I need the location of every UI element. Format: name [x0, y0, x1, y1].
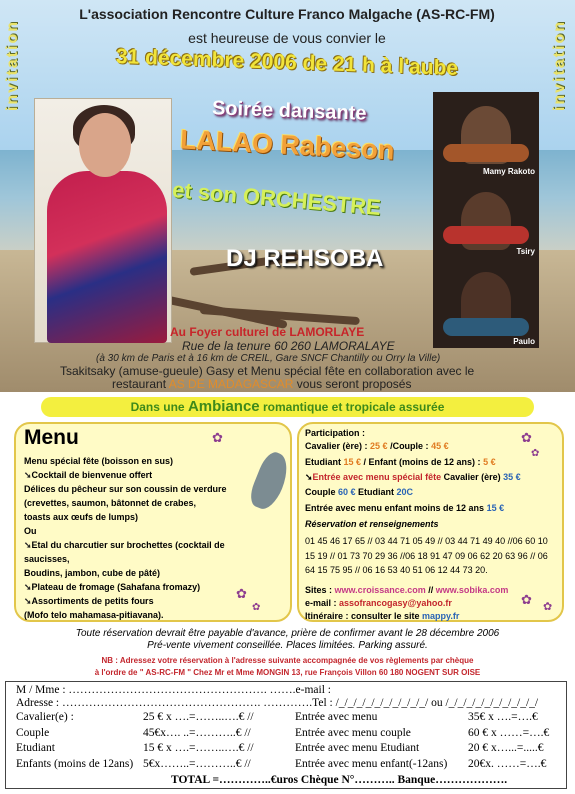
side-invitation-left: invitation: [4, 20, 21, 112]
side-invitation-right: invitation: [551, 20, 568, 112]
venue-name: Au Foyer culturel de LAMORLAYE: [170, 325, 365, 339]
musician-caption: Tsiry: [516, 247, 535, 256]
musician-photo: [433, 258, 539, 348]
form-row-label-menu: Entrée avec menu Etudiant: [295, 742, 420, 754]
price-line-3: ➘Entrée avec menu spécial fête Cavalier (ère) 35 €: [305, 472, 521, 482]
arrow-icon: ➘: [24, 582, 32, 592]
itinerary-line: Itinéraire : consulter le site mappy.fr: [305, 611, 460, 621]
musician-photo: [433, 92, 539, 178]
venue-address: Rue de la tenure 60 260 LAMORALAYE: [182, 339, 395, 353]
menu-item: ➘Etal du charcutier sur brochettes (cocktail de: [24, 540, 225, 550]
arrow-icon: ➘: [24, 596, 32, 606]
form-row-calc-menu[interactable]: 35€ x ….=….€: [468, 711, 538, 723]
nb-address: à l'ordre de " AS-RC-FM " Chez Mr et Mme MONGIN 13, rue François Villon 60 180 NOGENT SUR OISE: [94, 668, 481, 677]
menu-item: toasts aux œufs de lumps): [24, 512, 139, 522]
form-row-label-menu: Entrée avec menu enfant(-12ans): [295, 757, 448, 770]
menu-item: saucisses,: [24, 554, 70, 564]
form-row-calc-menu[interactable]: 20 € x…...=.....€: [468, 742, 544, 754]
singer-portrait: [34, 98, 172, 343]
musician-photo: [433, 178, 539, 258]
form-row-calc[interactable]: 45€x…. ..=………..€ //: [143, 726, 251, 739]
form-row-label: Etudiant: [16, 742, 55, 754]
menu-item: Ou: [24, 526, 37, 536]
venue-directions: (à 30 km de Paris et à 16 km de CREIL, Gare SNCF Chantilly ou Orry la Ville): [96, 353, 441, 364]
menu-item: (crevettes, saumon, bâtonnet de crabes,: [24, 498, 197, 508]
reservation-form: [5, 681, 567, 789]
dj-name: DJ REHSOBA: [226, 245, 384, 272]
flower-icon: ✿: [252, 602, 261, 613]
price-line-5: Entrée avec menu enfant moins de 12 ans 15 €: [305, 503, 505, 513]
flower-icon: ✿: [212, 430, 223, 445]
madagascar-map-icon: [246, 449, 294, 513]
arrow-icon: ➘: [24, 540, 32, 550]
arrow-icon: ➘: [24, 470, 32, 480]
form-row-calc[interactable]: 25 € x ….=……..….€ //: [143, 711, 254, 723]
email-line: e-mail : assofrancogasy@yahoo.fr: [305, 598, 452, 608]
flower-icon: ✿: [543, 601, 553, 613]
price-line-4: Couple 60 € Etudiant 20C: [305, 487, 414, 497]
participation-heading: Participation :: [305, 428, 366, 438]
form-row-label: Couple: [16, 726, 50, 739]
flower-icon: ✿: [521, 430, 532, 445]
menu-item: ➘Assortiments de petits fours: [24, 596, 154, 606]
reservation-heading: Réservation et renseignements: [305, 519, 439, 529]
form-row-calc[interactable]: 15 € x ….=……..….€ //: [143, 742, 254, 754]
invite-line: est heureuse de vous convier le: [188, 30, 386, 46]
form-row-calc[interactable]: 5€x……..=………..€ //: [143, 757, 251, 770]
form-row-label-menu: Entrée avec menu couple: [295, 726, 411, 739]
price-line-1: Cavalier (ère) : 25 € /Couple : 45 €: [305, 441, 449, 451]
invitation-poster: [0, 0, 575, 392]
menu-item: (Mofo telo mahamasa-pitiavana).: [24, 610, 164, 620]
event-date: 31 décembre 2006 de 21 h à l'aube: [115, 45, 459, 80]
menu-title: Menu: [24, 426, 79, 449]
flower-icon: ✿: [236, 586, 247, 601]
flower-icon: ✿: [531, 448, 540, 459]
form-row-calc-menu[interactable]: 60 € x ……=….€: [468, 726, 550, 739]
price-line-2: Etudiant 15 € / Enfant (moins de 12 ans) : 5 €: [305, 457, 496, 467]
itinerary-link[interactable]: mappy.fr: [422, 611, 460, 621]
restaurant-name: AS DE MADAGASCAR: [168, 377, 294, 391]
site-link[interactable]: www.croissance.com: [334, 585, 426, 595]
menu-item: Boudins, jambon, cube de pâté): [24, 568, 161, 578]
presale-note: Pré-vente vivement conseillée. Places limitées. Parking assuré.: [147, 640, 428, 651]
menu-item: ➘Plateau de fromage (Sahafana fromazy): [24, 582, 201, 592]
menu-item: Menu spécial fête (boisson en sus): [24, 456, 174, 466]
artist-name: LALAO Rabeson: [179, 124, 396, 166]
form-row-calc-menu[interactable]: 20€x. ……=….€: [468, 757, 547, 770]
form-row-label: Cavalier(e) :: [16, 711, 74, 723]
menu-box: [14, 422, 292, 622]
site-link[interactable]: www.sobika.com: [435, 585, 509, 595]
musician-caption: Paulo: [513, 337, 535, 346]
participation-box: [297, 422, 564, 622]
menu-announcement-2: restaurant AS DE MADAGASCAR vous seront proposés: [112, 377, 412, 391]
soiree-title: Soirée dansante: [211, 97, 367, 125]
orchestra-title: et son ORCHESTRE: [171, 176, 382, 221]
flower-icon: ✿: [521, 592, 532, 607]
form-address-tel-line[interactable]: Adresse : ……………………………………………. ………….Tel : /_/_/_/_/_/_/_/_/_/_/ ou /_/_/_/_/_/_/_/_/_/_/: [16, 697, 539, 709]
email-link[interactable]: assofrancogasy@yahoo.fr: [339, 598, 452, 608]
nb-note: NB : Adressez votre réservation à l'adresse suivante accompagnée de vos règlements par chèque: [101, 656, 474, 665]
form-row-label: Enfants (moins de 12ans): [16, 757, 134, 770]
menu-item: Délices du pêcheur sur son coussin de verdure: [24, 484, 227, 494]
menu-item: ➘Cocktail de bienvenue offert: [24, 470, 153, 480]
ambiance-banner: Dans une Ambiance romantique et tropicale assurée: [41, 397, 534, 417]
payment-note: Toute réservation devrait être payable d'avance, prière de confirmer avant le 28 décembre 2006: [75, 628, 500, 639]
musician-caption: Mamy Rakoto: [482, 167, 535, 176]
sites-line: Sites : www.croissance.com // www.sobika.com: [305, 585, 509, 595]
association-name: L'association Rencontre Culture Franco Malgache (AS-RC-FM): [79, 6, 495, 22]
form-row-label-menu: Entrée avec menu: [295, 711, 378, 723]
form-name-email-line[interactable]: M / Mme : ……………………………………………. …….e-mail :: [16, 684, 331, 696]
menu-announcement: Tsakitsaky (amuse-gueule) Gasy et Menu spécial fête en collaboration avec le: [60, 364, 475, 378]
phone-numbers: 01 45 46 17 65 // 03 44 71 05 49 // 03 44 71 49 40 //06 60 10 15 19 // 01 73 70 29 36 //06 18 91 47 09 06 62 20 63 96 // 06 64 15 75 95 // 06 16 53 40 51 06 12 44 73 20.: [305, 536, 548, 575]
form-total-line[interactable]: TOTAL =…………..€uros Chèque N°……….. Banque……………….: [171, 774, 508, 786]
